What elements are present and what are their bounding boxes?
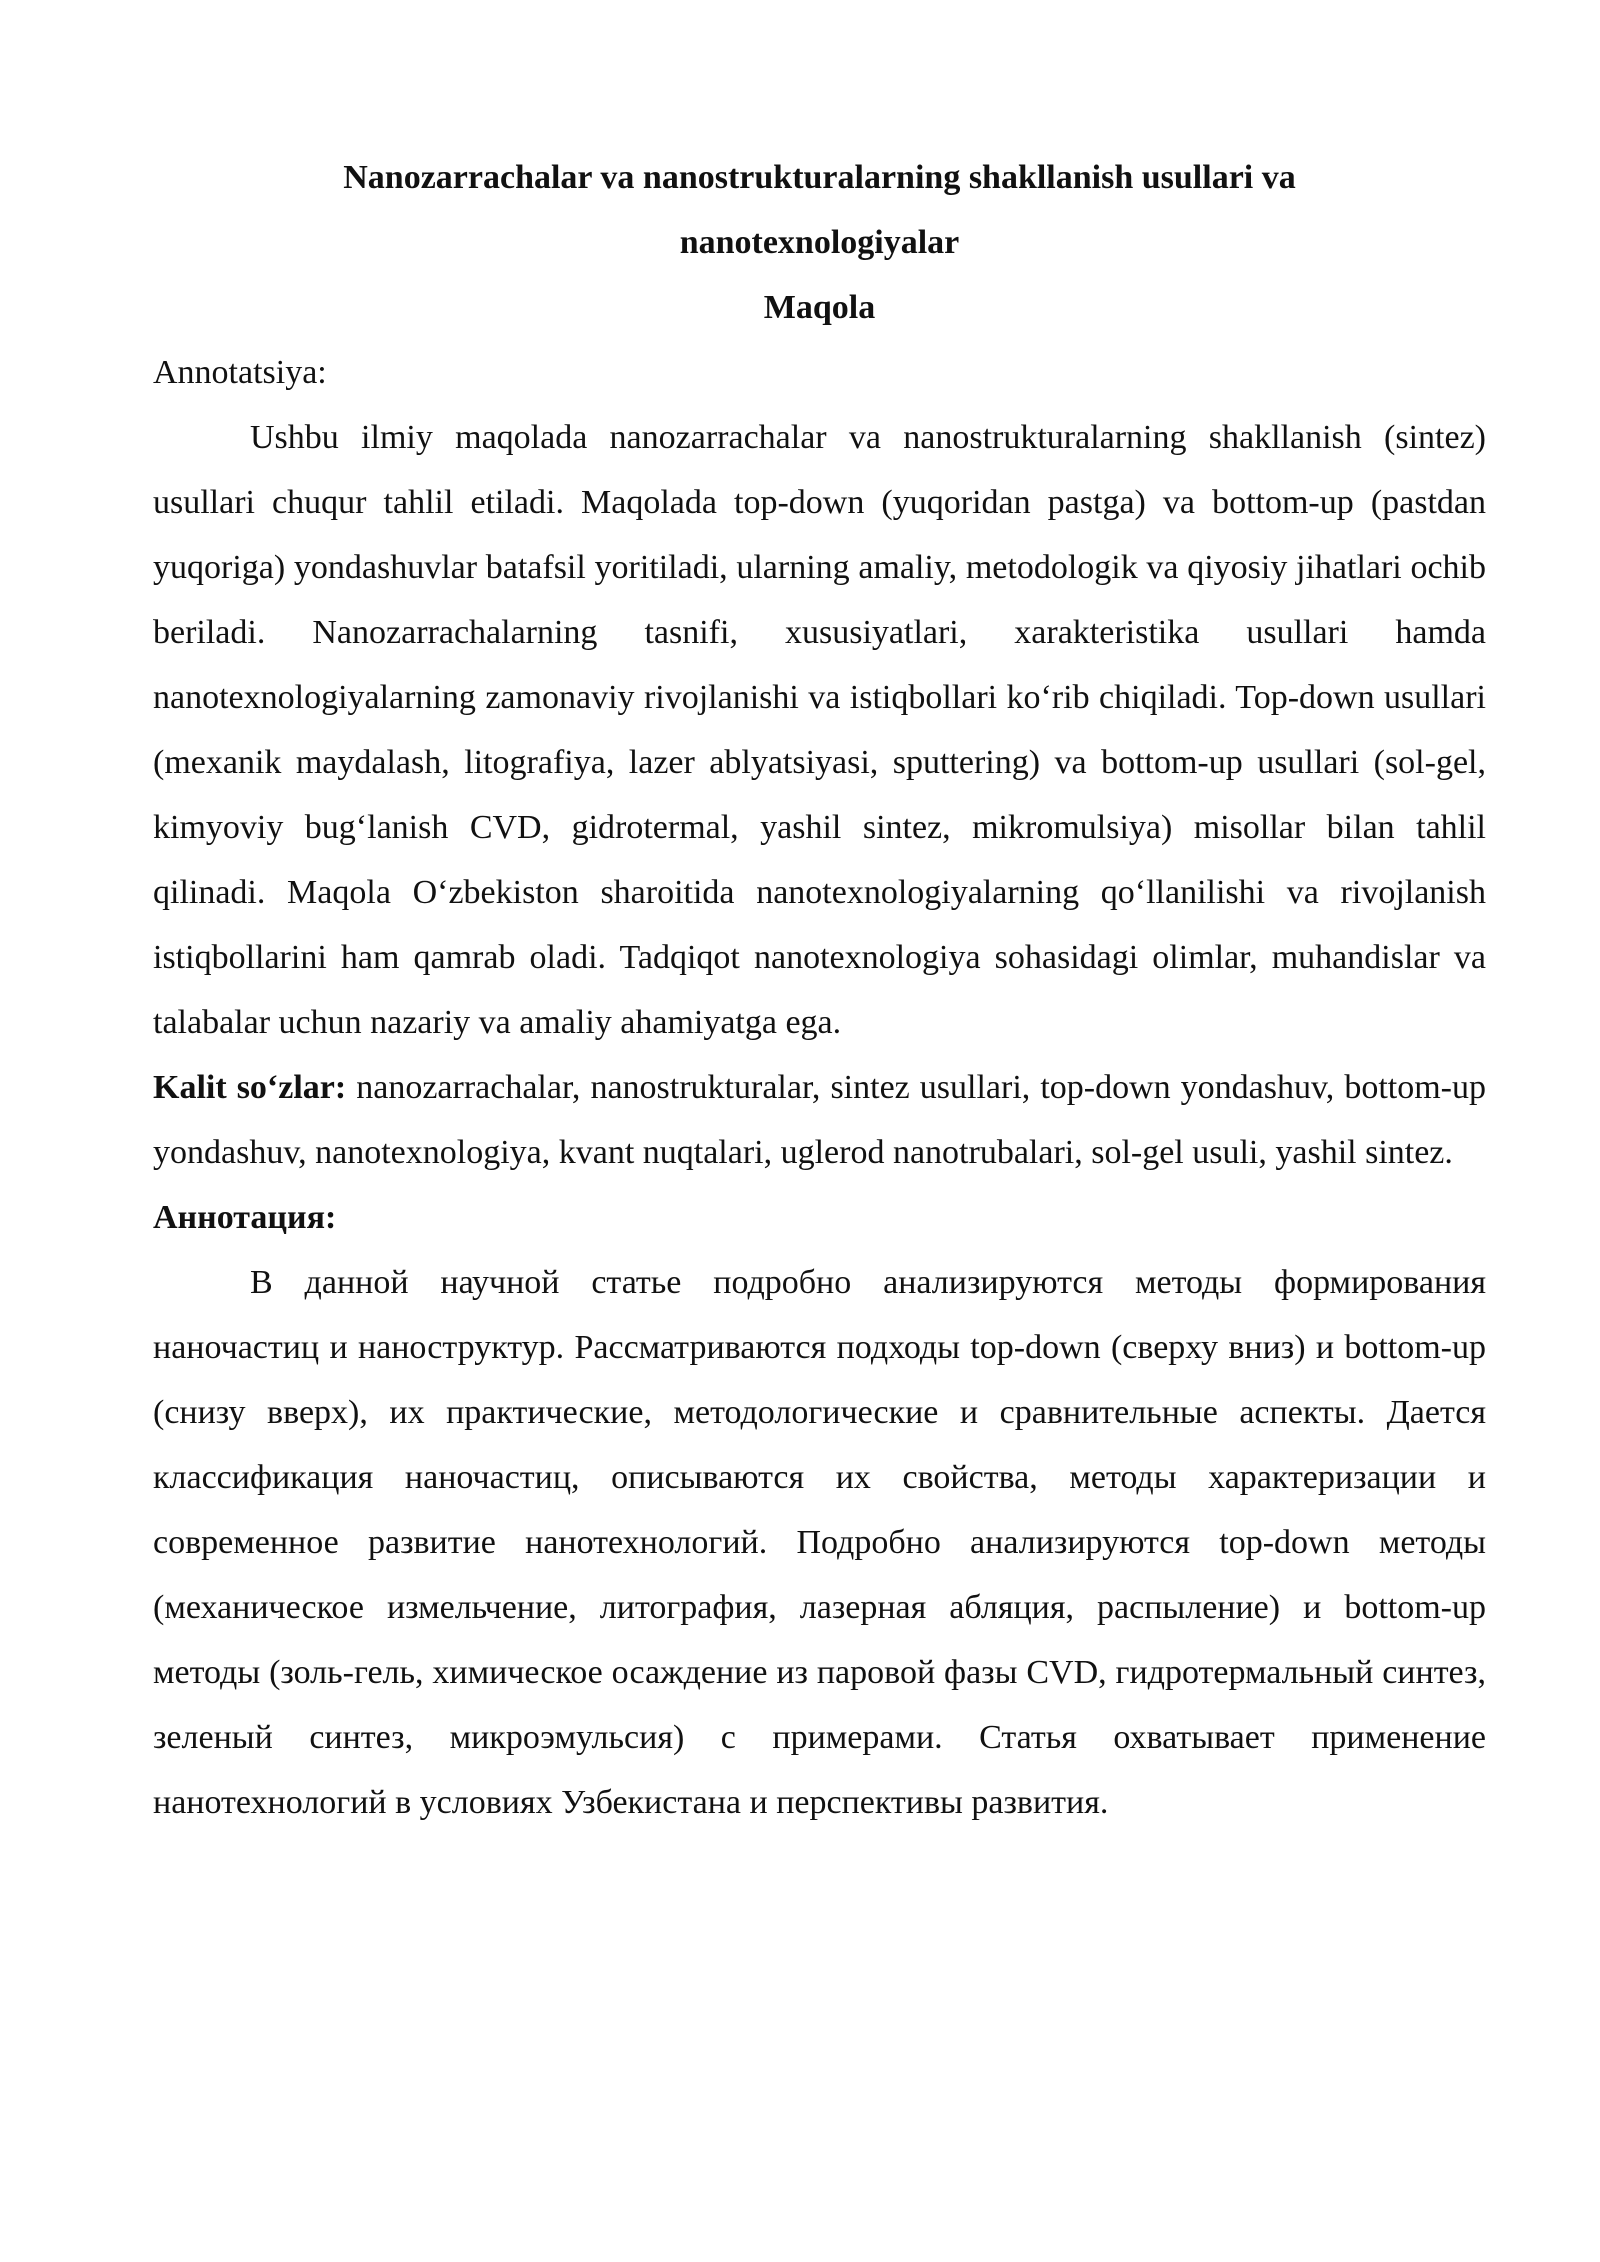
document-content bbox=[153, 145, 1486, 1835]
ru-abstract-text: В данной научной статье подробно анализируются методы формирования наночастиц и наноструктур. Рассматриваются подходы top-down (сверху вниз) и bottom-up (снизу вверх), их практические, методологические и сравнительные аспекты. Дается классификация наночастиц, описываются их свойства, методы характеризации и современное развитие нанотехнологий. Подробно анализируются top-down методы (механическое измельчение, литография, лазерная абляция, распыление) и bottom-up методы (золь-гель, химическое осаждение из паровой фазы CVD, гидротермальный синтез, зеленый синтез, микроэмульсия) с примерами. Статья охватывает применение нанотехнологий в условиях Узбекистана и перспективы развития. bbox=[153, 1264, 1486, 1821]
uz-abstract-heading: Annotatsiya: bbox=[153, 354, 327, 391]
article-type-label: Maqola bbox=[763, 289, 876, 326]
keywords-paragraph bbox=[153, 1055, 1486, 1185]
keywords-text: nanozarrachalar, nanostrukturalar, sintez usullari, top-down yondashuv, bottom-up yondashuv, nanotexnologiya, kvant nuqtalari, uglerod nanotrubalari, sol-gel usuli, yashil sintez. bbox=[153, 1069, 1486, 1171]
article-title: Nanozarrachalar va nanostrukturalarning shakllanish usullari va nanotexnologiyalar bbox=[343, 159, 1296, 261]
ru-abstract-heading: Аннотация: bbox=[153, 1199, 337, 1236]
keywords-label: Kalit so‘zlar: bbox=[153, 1069, 347, 1106]
uz-abstract-text: Ushbu ilmiy maqolada nanozarrachalar va nanostrukturalarning shakllanish (sintez) usullari chuqur tahlil etiladi. Maqolada top-down (yuqoridan pastga) va bottom-up (pastdan yuqoriga) yondashuvlar batafsil yoritiladi, ularning amaliy, metodologik va qiyosiy jihatlari ochib beriladi. Nanozarrachalarning tasnifi, xususiyatlari, xarakteristika usullari hamda nanotexnologiyalarning zamonaviy rivojlanishi va istiqbollari ko‘rib chiqiladi. Top-down usullari (mexanik maydalash, litografiya, lazer ablyatsiyasi, sputtering) va bottom-up usullari (sol-gel, kimyoviy bug‘lanish CVD, gidrotermal, yashil sintez, mikromulsiya) misollar bilan tahlil qilinadi. Maqola O‘zbekiston sharoitida nanotexnologiyalarning qo‘llanilishi va rivojlanish istiqbollarini ham qamrab oladi. Tadqiqot nanotexnologiya sohasidagi olimlar, muhandislar va talabalar uchun nazariy va amaliy ahamiyatga ega. bbox=[153, 419, 1486, 1041]
